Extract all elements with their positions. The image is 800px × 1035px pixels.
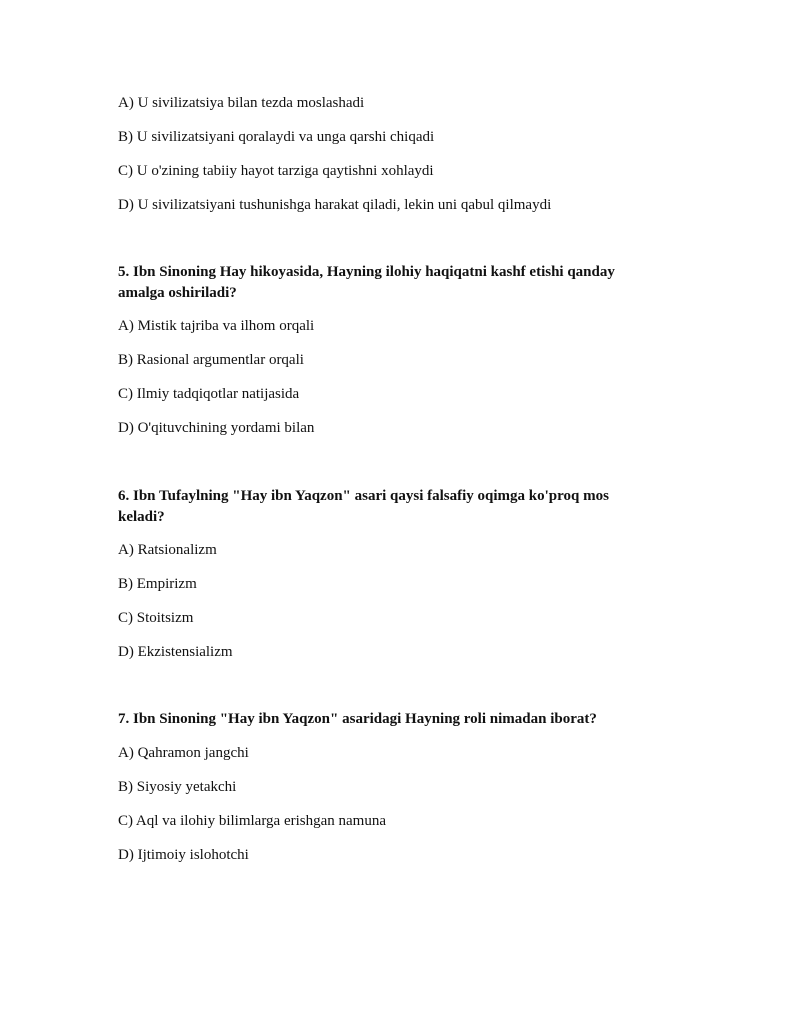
q5-option-b: B) Rasional argumentlar orqali: [118, 352, 304, 368]
q7-option-a: A) Qahramon jangchi: [118, 745, 249, 761]
q6-option-a: A) Ratsionalizm: [118, 542, 217, 558]
q6-option-d: D) Ekzistensializm: [118, 644, 233, 660]
q5-option-d: D) O'qituvchining yordami bilan: [118, 420, 315, 436]
q5-option-a: A) Mistik tajriba va ilhom orqali: [118, 318, 315, 334]
q7-option-d: D) Ijtimoiy islohotchi: [118, 847, 249, 863]
q6-option-b: B) Empirizm: [118, 576, 197, 592]
q7-option-c: C) Aql va ilohiy bilimlarga erishgan namuna: [118, 813, 387, 829]
q4-option-c: C) U o'zining tabiiy hayot tarziga qaytishni xohlaydi: [118, 163, 434, 179]
q6-option-c: C) Stoitsizm: [118, 610, 194, 626]
q7-question: 7. Ibn Sinoning "Hay ibn Yaqzon" asaridagi Hayning roli nimadan iborat?: [118, 711, 597, 727]
q5-option-c: C) Ilmiy tadqiqotlar natijasida: [118, 386, 300, 402]
q7-option-b: B) Siyosiy yetakchi: [118, 779, 237, 795]
q4-option-b: B) U sivilizatsiyani qoralaydi va unga qarshi chiqadi: [118, 129, 435, 145]
q4-option-a: A) U sivilizatsiya bilan tezda moslashadi: [118, 95, 365, 111]
q5-question: 5. Ibn Sinoning Hay hikoyasida, Hayning ilohiy haqiqatni kashf etishi qanday amalga oshiriladi?: [118, 264, 615, 301]
q4-option-d: D) U sivilizatsiyani tushunishga harakat qiladi, lekin uni qabul qilmaydi: [118, 197, 552, 213]
q6-question: 6. Ibn Tufaylning "Hay ibn Yaqzon" asari qaysi falsafiy oqimga ko'proq mos keladi?: [118, 488, 609, 525]
